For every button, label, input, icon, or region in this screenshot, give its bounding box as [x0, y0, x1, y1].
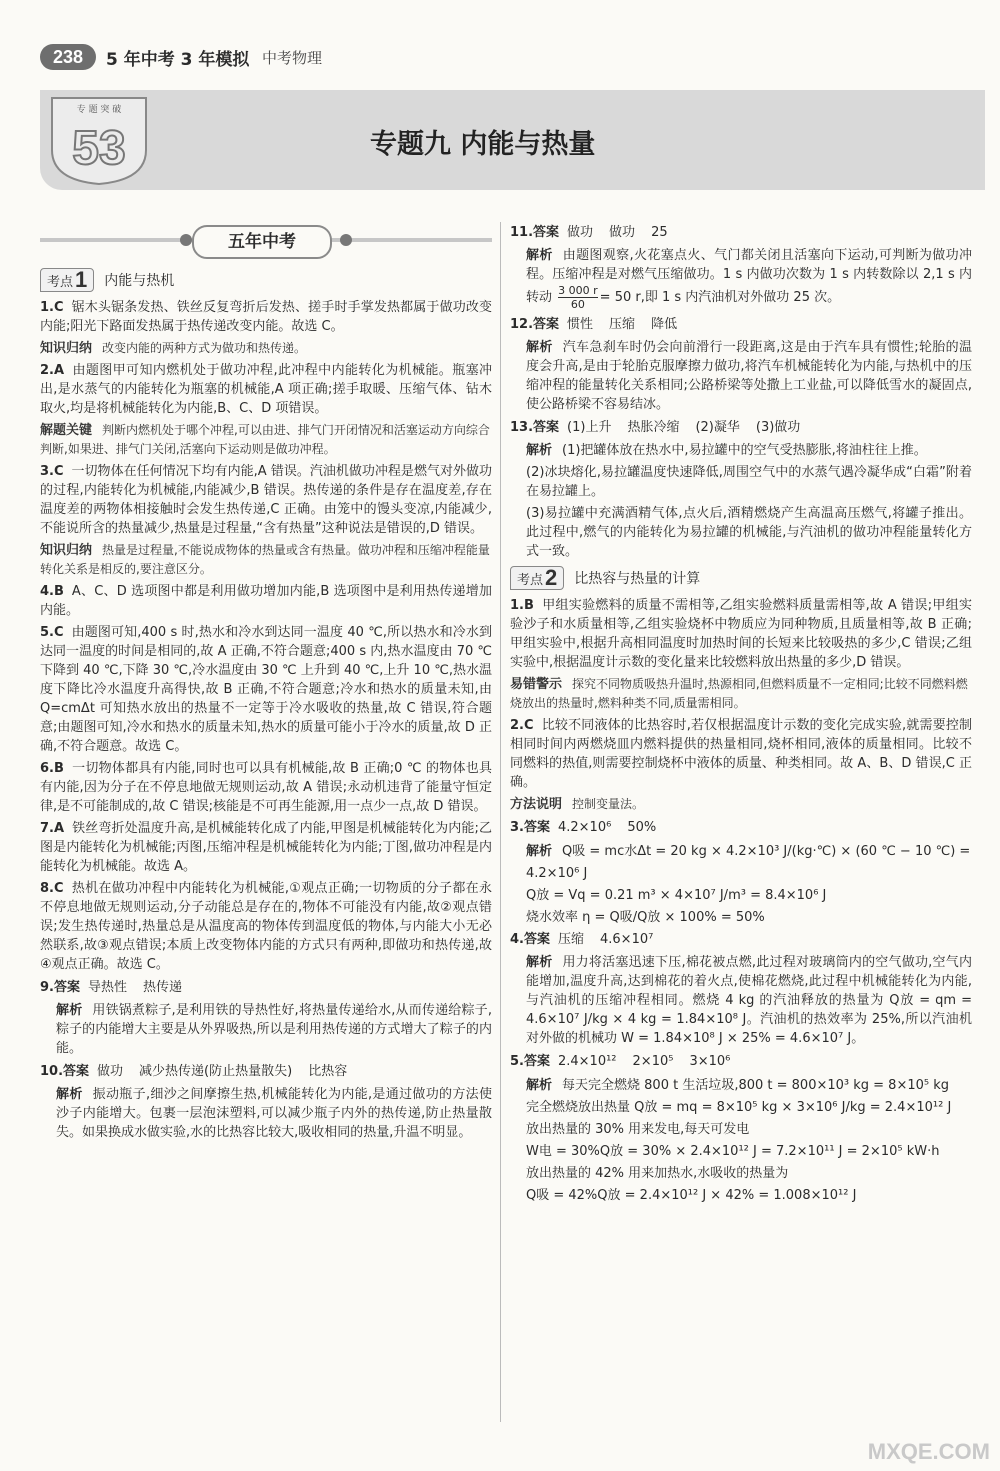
answer-value: 做功: [567, 225, 594, 240]
note: [40, 339, 492, 358]
formula-line: Q放 = Vq = 0.21 m³ × 4×10⁷ J/m³ = 8.4×10⁶ J: [526, 888, 827, 903]
left-column: [40, 222, 492, 1145]
explain-text: = 50 r,即 1 s 内汽油机对外做功 25 次。: [599, 290, 841, 305]
answer-value: 50%: [627, 820, 657, 835]
explain-tag: 解析: [526, 955, 553, 970]
fraction: [558, 284, 598, 311]
note-text: 改变内能的两种方式为做功和热传递。: [102, 341, 307, 355]
page-number: 238: [40, 44, 96, 70]
note-tag: 解题关键: [40, 423, 93, 438]
explanation-13: [510, 441, 972, 460]
formula-line: W电 = 30%Q放 = 30% × 2.4×10¹² J = 7.2×10¹¹ J = 2×10⁵ kW·h: [526, 1144, 940, 1159]
note: [40, 421, 492, 459]
answer-13: [510, 417, 972, 439]
note: [510, 675, 972, 713]
k2-question-2: [510, 716, 972, 792]
book-subject: 中考物理: [262, 49, 323, 67]
answer-value: 4.6×10⁷: [600, 932, 654, 947]
q-number: 12.答案: [510, 317, 560, 332]
answer-value: 25: [651, 225, 668, 240]
explain-text: 汽车急刹车时仍会向前滑行一段距离,这是由于汽车具有惯性;轮胎的温度会升高,是由于轮胎克服摩擦力做功,将汽车机械能转化为内能,与热机中的压缩冲程的能量转化关系相同;公路桥梁等处撒上工业盐,可以降低雪水的凝固点,使公路桥梁不容易结冰。: [526, 340, 972, 412]
book-title: 5 年中考 3 年模拟: [106, 50, 250, 70]
k2-answer-3: [510, 817, 972, 839]
explain-text: 振动瓶子,细沙之间摩擦生热,机械能转化为内能,是通过做功的方法使沙子内能增大。包裹一层泡沫塑料,可以减少瓶子内外的热传递,防止热量散失。如果换成水做实验,水的比热容比较大,吸收相同的热量,升温不明显。: [56, 1087, 492, 1140]
section-header: [40, 222, 492, 260]
kp1-number: 1: [75, 267, 88, 292]
question-3: [40, 462, 492, 538]
answer-value: (2)凝华: [695, 420, 740, 435]
k2-question-1: [510, 596, 972, 672]
question-4: [40, 582, 492, 620]
answer-value: 惯性: [567, 317, 594, 332]
note-tag: 知识归纳: [40, 341, 93, 356]
q-text: A、C、D 选项图中都是利用做功增加内能,B 选项图中是利用热传递增加内能。: [40, 584, 492, 618]
answer-10: [40, 1061, 492, 1083]
formula-text: Q吸 = mc水Δt = 20 kg × 4.2×10³ J/(kg·℃) × (60 ℃ − 10 ℃) =: [562, 844, 971, 859]
q-number: 6.B: [40, 761, 64, 776]
answer-value: 3×10⁶: [689, 1054, 731, 1069]
q-text: 热机在做功冲程中内能转化为机械能,①观点正确;一切物质的分子都在永不停息地做无规则运动,分子动能总是存在的,物体不可能没有内能,故②观点错误;发生热传递时,热量总是从温度高的物体传到温度低的物体,与内能大小无必然联系,故③观点错误;本质上改变物体内能的方式只有两种,即做功和热传递,故④观点正确。故选 C。: [40, 881, 492, 972]
watermark: MXQE.COM: [867, 1439, 990, 1464]
q-number: 2.A: [40, 363, 65, 378]
answer-12: [510, 314, 972, 336]
q-number: 8.C: [40, 881, 64, 896]
question-8: [40, 879, 492, 974]
explanation-13-part2: (2)冰块熔化,易拉罐温度快速降低,周围空气中的水蒸气遇冷凝华成“白霜”附着在易拉罐上。: [526, 465, 972, 499]
k2-explanation-4: [510, 953, 972, 1048]
formula-line: 放出热量的 42% 用来加热水,水吸收的热量为: [526, 1166, 789, 1181]
logo-caption: 专 题 突 破: [76, 105, 122, 115]
logo-number: 53: [72, 122, 126, 175]
formula-line: 4.2×10⁶ J: [526, 866, 588, 881]
explanation-11: [510, 246, 972, 311]
bullet-dot-icon: [340, 234, 352, 246]
topic-title: 专题九 内能与热量: [370, 129, 596, 160]
k2-answer-5: [510, 1051, 972, 1073]
question-5: [40, 623, 492, 756]
explain-tag: 解析: [526, 340, 553, 355]
answer-value: 4.2×10⁶: [557, 820, 612, 835]
answer-value: 压缩: [557, 932, 584, 947]
explain-tag: 解析: [526, 1078, 553, 1093]
q-text: 铁丝弯折处温度升高,是机械能转化成了内能,甲图是机械能转化为内能;乙图是内能转化为机械能;丙图,压缩冲程是机械能转化为内能;丁图,做功冲程是内能转化为机械能。故选 A。: [40, 821, 492, 874]
q-number: 4.B: [40, 584, 64, 599]
q-text: 由题图可知,400 s 时,热水和冷水到达同一温度 40 ℃,所以热水和冷水到达同一温度的时间是相同的,故 A 正确,不符合题意;400 s 内,热水温度由 70 ℃ 下降到 40 ℃,下降 30 ℃,冷水温度由 30 ℃ 上升到 40 ℃,上升 10 ℃,热水温度下降比冷水温度升高得快,故 B 正确,不符合题意;冷水和热水的质量未知,由 Q=cmΔt 可知热水放出的热量不一定等于冷水吸收的热量,故 C 错误,符合题意;由题图可知,冷水和热水的质量未知,热水的质量可能小于冷水的质量,故 D 正确,不符合题意。故选 C。: [40, 625, 492, 754]
explanation-9: [40, 1001, 492, 1058]
kp2-number: 2: [545, 565, 558, 590]
explain-text: 用铁锅煮粽子,是利用铁的导热性好,将热量传递给水,从而传递给粽子,粽子的内能增大主要是从外界吸热,所以是利用热传递的方式增大了粽子的内能。: [56, 1003, 492, 1056]
q-number: 13.答案: [510, 420, 560, 435]
question-6: [40, 759, 492, 816]
answer-9: [40, 977, 492, 999]
q-number: 5.答案: [510, 1054, 550, 1069]
q-text: 一切物体在任何情况下均有内能,A 错误。汽油机做功冲程是燃气对外做功的过程,内能转化为机械能,内能减少,B 错误。热传递的条件是存在温度差,存在温度差的两物体相接触时会发生热传递,C 正确。由笼中的馒头变凉,内能减少,不能说所含的热量减少,热量是过程量,“含有热量”这种说法是错误的,D 错误。: [40, 464, 492, 536]
q-text: 甲组实验燃料的质量不需相等,乙组实验燃料质量需相等,故 A 错误;甲组实验沙子和水质量相等,乙组实验烧杯中物质应为同种物质,且质量相等,故 B 正确;甲组实验中,根据升高相同温度时加热时间的长短来比较吸热的多少,C 错误;乙组实验中,根据温度计示数的变化量来比较燃料放出热量的多少,D 错误。: [510, 598, 972, 670]
answer-value: 热传递: [143, 980, 183, 995]
q-text: 比较不同液体的比热容时,若仅根据温度计示数的变化完成实验,就需要控制相同时间内两燃烧皿内燃料提供的热量相同,烧杯相同,液体的质量相同。比较不同燃料的热值,则需要控制烧杯中液体的质量、种类相同。故 A、B、D 错误,C 正确。: [510, 718, 972, 790]
explanation-12: [510, 338, 972, 414]
q-text: 锯木头锯条发热、铁丝反复弯折后发热、搓手时手掌发热都属于做功改变内能;阳光下路面发热属于热传递改变内能。故选 C。: [40, 300, 492, 334]
answer-value: 2×10⁵: [632, 1054, 674, 1069]
question-7: [40, 819, 492, 876]
explain-text: (1)把罐体放在热水中,易拉罐中的空气受热膨胀,将油柱往上推。: [562, 443, 927, 458]
question-2: [40, 361, 492, 418]
answer-value: 降低: [651, 317, 678, 332]
q-number: 7.A: [40, 821, 65, 836]
answer-value: 做功: [97, 1064, 124, 1079]
answer-value: 比热容: [308, 1064, 348, 1079]
note: [40, 541, 492, 579]
q-number: 4.答案: [510, 932, 550, 947]
note-tag: 知识归纳: [40, 543, 93, 558]
note-text: 热量是过程量,不能说成物体的热量或含有热量。做功冲程和压缩冲程能量转化关系是相反的,要注意区分。: [40, 543, 490, 576]
formula-line: 烧水效率 η = Q吸/Q放 × 100% = 50%: [526, 910, 765, 925]
formula-line: 放出热量的 30% 用来发电,每天可发电: [526, 1122, 750, 1137]
answer-value: 导热性: [87, 980, 127, 995]
note-text: 探究不同物质吸热升温时,热源相同,但燃料质量不一定相同;比较不同燃料燃烧放出的热量时,燃料种类不同,质量需相同。: [510, 677, 968, 710]
answer-value: 压缩: [609, 317, 636, 332]
q-number: 2.C: [510, 718, 534, 733]
q-number: 1.C: [40, 300, 64, 315]
answer-value: 减少热传递(防止热量散失): [139, 1064, 293, 1079]
formula-line: [510, 841, 972, 863]
kp1-word: 考点: [47, 274, 74, 290]
explanation-13-part3: (3)易拉罐中充满酒精气体,点火后,酒精燃烧产生高温高压燃气,将罐子推出。此过程中,燃气的内能转化为易拉罐的机械能,与汽油机的做功冲程能量转化方式一致。: [526, 506, 972, 559]
question-1: [40, 298, 492, 336]
answer-value: (1)上升: [567, 420, 612, 435]
kp1-header: [40, 266, 492, 294]
q-number: 11.答案: [510, 225, 560, 240]
note-text: 控制变量法。: [572, 797, 645, 811]
q-number: 3.答案: [510, 820, 550, 835]
explanation-10: [40, 1085, 492, 1142]
kp1-badge: [40, 268, 94, 292]
answer-value: (3)做功: [755, 420, 801, 435]
logo-53-icon: [44, 94, 154, 186]
q-number: 3.C: [40, 464, 64, 479]
note-tag: 易错警示: [510, 677, 563, 692]
explain-text: 用力将活塞迅速下压,棉花被点燃,此过程对玻璃筒内的空气做功,空气内能增加,温度升高,达到棉花的着火点,使棉花燃烧,此过程中机械能转化为内能,与汽油机的压缩冲程相同。燃烧 4 kg 的汽油释放的热量为 Q放 = qm = 4.6×10⁷ J/kg × 4 kg = 1.84×10⁸ J。汽油机的热效率为 25%,所以汽油机对外做的机械功 W = 1.84×10⁸ J × 25% = 4.6×10⁷ J。: [526, 955, 972, 1046]
note: [510, 795, 972, 814]
q-number: 10.答案: [40, 1064, 90, 1079]
explain-tag: 解析: [526, 844, 553, 859]
section-label: 五年中考: [192, 225, 332, 259]
explain-text: 由题图观察,火花塞点火、气门都关闭且活塞向下运动,可判断为做功冲程。压缩冲程是对燃气压缩做功。1 s 内做功次数为 1 s 内转数除以 2,1 s 内转动: [526, 248, 972, 305]
answer-value: 做功: [609, 225, 636, 240]
right-column: [510, 222, 972, 1207]
fraction-denominator: 60: [570, 298, 585, 311]
kp2-title: 比热容与热量的计算: [574, 571, 701, 587]
q-number: 5.C: [40, 625, 64, 640]
fraction-numerator: 3 000 r: [558, 284, 598, 297]
explain-tag: 解析: [526, 248, 553, 263]
k2-answer-4: [510, 929, 972, 951]
q-text: 由题图甲可知内燃机处于做功冲程,此冲程中内能转化为机械能。瓶塞冲出,是水蒸气的内能转化为瓶塞的机械能,A 项正确;搓手取暖、压缩气体、钻木取火,均是将机械能转化为内能,B、C、D 项错误。: [40, 363, 492, 416]
explain-tag: 解析: [56, 1087, 83, 1102]
formula-line: [510, 1075, 972, 1097]
note-text: 判断内燃机处于哪个冲程,可以由进、排气门开闭情况和活塞运动方向综合判断,如果进、排气门关闭,活塞向下运动则是做功冲程。: [40, 423, 490, 456]
q-text: 一切物体都具有内能,同时也可以具有机械能,故 B 正确;0 ℃ 的物体也具有内能,因为分子在不停息地做无规则运动,故 A 错误;永动机违背了能量守恒定律,是不可能制成的,故 C 错误;核能是不可再生能源,用一点少一点,故 D 错误。: [40, 761, 492, 814]
kp2-header: [510, 564, 972, 592]
note-tag: 方法说明: [510, 797, 563, 812]
answer-11: [510, 222, 972, 244]
explain-tag: 解析: [56, 1003, 83, 1018]
answer-value: 2.4×10¹²: [557, 1054, 617, 1069]
bullet-dot-icon: [180, 234, 192, 246]
column-divider: [500, 222, 501, 1422]
kp2-badge: [510, 566, 564, 590]
q-number: 1.B: [510, 598, 534, 613]
formula-line: Q吸 = 42%Q放 = 2.4×10¹² J × 42% = 1.008×10¹² J: [526, 1188, 857, 1203]
kp1-title: 内能与热机: [104, 273, 175, 289]
q-number: 9.答案: [40, 980, 80, 995]
formula-line: 完全燃烧放出热量 Q放 = mq = 8×10⁵ kg × 3×10⁶ J/kg = 2.4×10¹² J: [526, 1100, 952, 1115]
formula-text: 每天完全燃烧 800 t 生活垃圾,800 t = 800×10³ kg = 8×10⁵ kg: [562, 1078, 950, 1093]
explain-tag: 解析: [526, 443, 553, 458]
answer-value: 热胀冷缩: [627, 420, 680, 435]
kp2-word: 考点: [517, 572, 544, 588]
